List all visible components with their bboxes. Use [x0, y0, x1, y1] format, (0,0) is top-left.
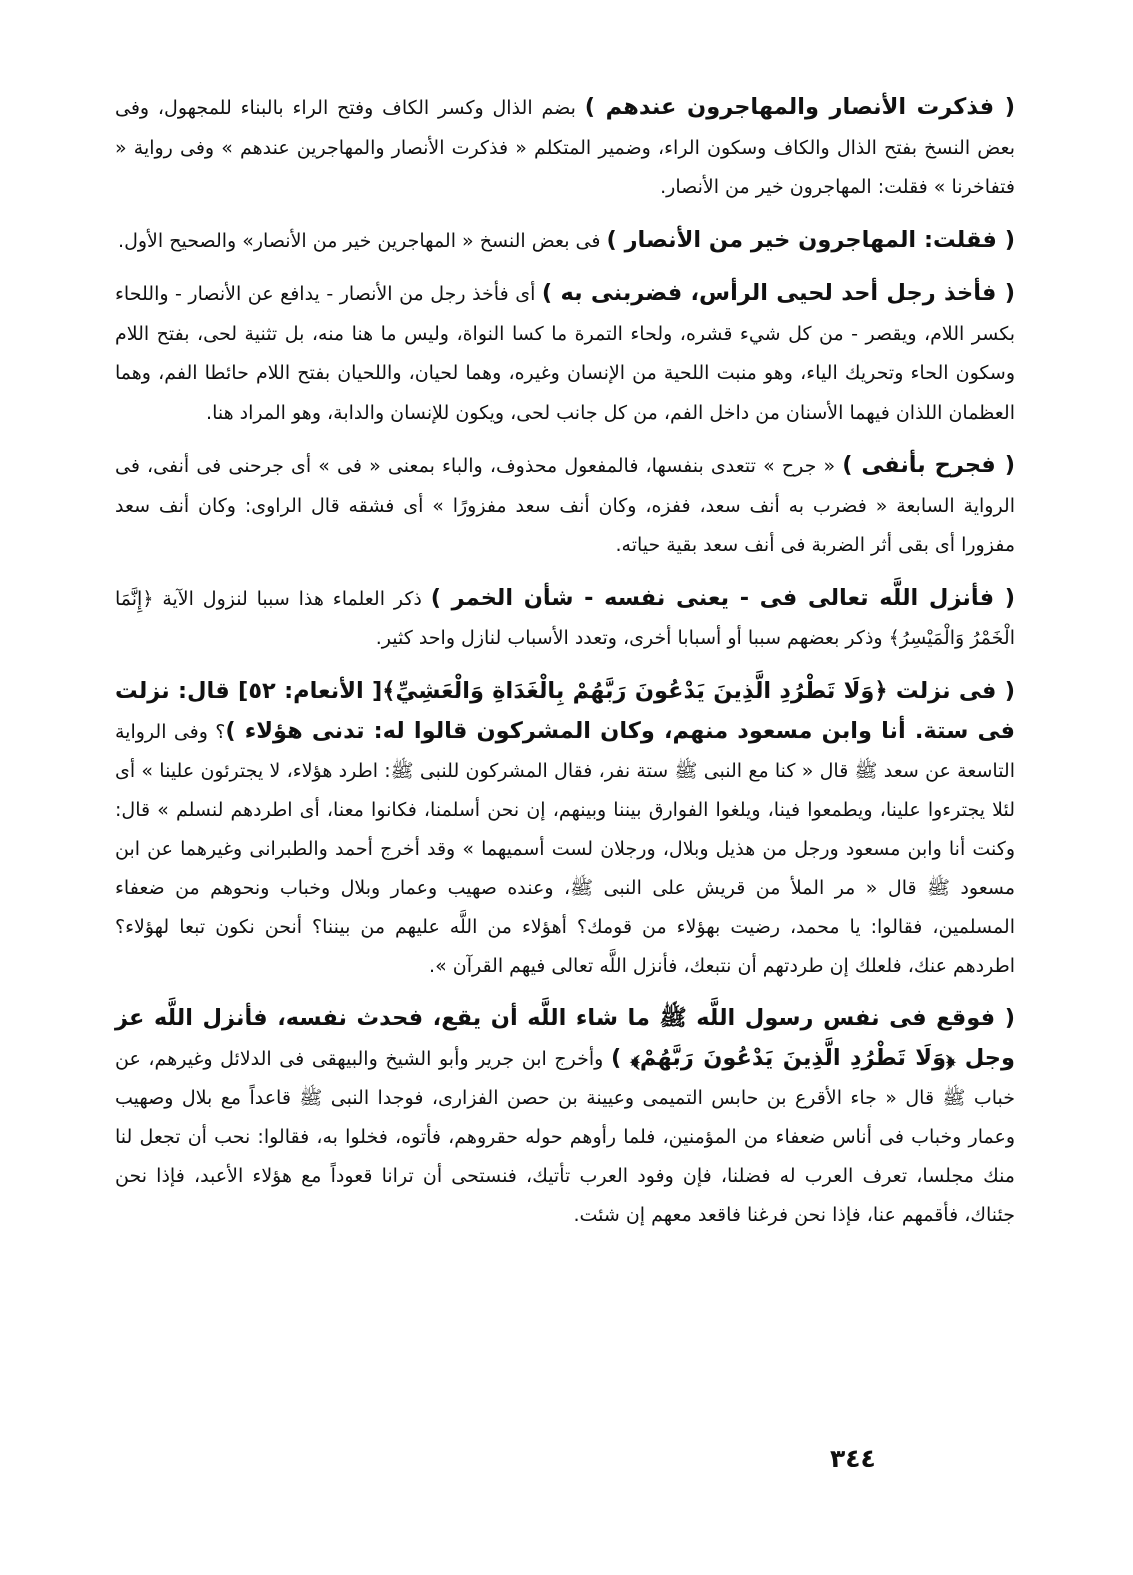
paragraph-heading: ( فوقع فى نفس رسول اللَّه ﷺ ما شاء اللَّه أن يقع، فحدث نفسه، فأنزل اللَّه عز وجل ﴿وَلَا تَطْرُدِ الَّذِينَ يَدْعُونَ رَبَّهُمْ﴾ ): [115, 1004, 1015, 1071]
paragraph-text: فى بعض النسخ « المهاجرين خير من الأنصار» والصحيح الأول.: [118, 229, 607, 252]
paragraph-fawaqaa: [115, 999, 1015, 1235]
paragraph-heading: ( فأخذ رجل أحد لحيى الرأس، فضربنى به ): [541, 280, 1015, 306]
page-body: [115, 88, 1015, 1248]
paragraph-text: ذكر العلماء هذا سببا لنزول الآية ﴿إِنَّمَا الْخَمْرُ وَالْمَيْسِرُ﴾ وذكر بعضهم سببا أو أسبابا أخرى، وتعدد الأسباب لنازل واحد كثير.: [115, 587, 1015, 649]
paragraph-dhukirat: [115, 88, 1015, 208]
paragraph-heading: ( فى نزلت ﴿وَلَا تَطْرُدِ الَّذِينَ يَدْعُونَ رَبَّهُمْ بِالْغَدَاةِ وَالْعَشِيِّ﴾[ الأنعام: ٥٢] قال: نزلت فى ستة. أنا وابن مسعود منهم، وكان المشركون قالوا له: تدنى هؤلاء ): [115, 677, 1015, 744]
paragraph-text: « جرح » تتعدى بنفسها، فالمفعول محذوف، والباء بمعنى « فى » أى جرحنى فى أنفى، فى الرواية السابعة « فضرب به أنف سعد، ففزه، وكان أنف سعد مفزورًا » أى فشقه قال الراوى: وكان أنف سعد مفزورا أى بقى أثر الضربة فى أنف سعد بقية حياته.: [115, 455, 1015, 556]
paragraph-heading: ( فأنزل اللَّه تعالى فى - يعنى نفسه - شأن الخمر ): [430, 584, 1015, 611]
paragraph-faanzala-khamr: [115, 579, 1015, 659]
paragraph-text: ؟ وفى الرواية التاسعة عن سعد ﷺ قال « كنا مع النبى ﷺ ستة نفر، فقال المشركون للنبى ﷺ: اطرد هؤلاء، لا يجترئون علينا » أى لئلا يجترءوا علينا، ويطمعوا فينا، ويلغوا الفوارق بيننا وبينهم، إن نحن أسلمنا، فكانوا معنا، أى اطردهم لنسلم » قال: وكنت أنا وابن مسعود ورجل من هذيل وبلال، ورجلان لست أسميهما » وقد أخرج أحمد والطبرانى وغيرهما عن ابن مسعود ﷺ قال « مر الملأ من قريش على النبى ﷺ، وعنده صهيب وعمار وبلال وخباب ونحوهم من ضعفاء المسلمين، فقالوا: يا محمد، رضيت بهؤلاء من قومك؟ أهؤلاء من اللَّه عليهم من بيننا؟ أنحن نكون تبعا لهؤلاء؟ اطردهم عنك، فلعلك إن طردتهم أن نتبعك، فأنزل اللَّه تعالى فيهم القرآن ».: [115, 720, 1015, 977]
paragraph-heading: ( فجرح بأنفى ): [842, 452, 1015, 478]
paragraph-text: بضم الذال وكسر الكاف وفتح الراء بالبناء للمجهول، وفى بعض النسخ بفتح الذال والكاف وسكون الراء، وضمير المتكلم « فذكرت الأنصار والمهاجرين عندهم » وفى رواية « فتفاخرنا » فقلت: المهاجرون خير من الأنصار.: [115, 97, 1015, 198]
paragraph-text: أى فأخذ رجل من الأنصار - يدافع عن الأنصار - واللحاء بكسر اللام، ويقصر - من كل شيء قشره، ولحاء التمرة ما كسا النواة، وليس ما هنا منه، بل تثنية لحى، بفتح اللام وسكون الحاء وتحريك الياء، وهو منبت اللحية من الإنسان وغيره، وهما لحيان، واللحيان بفتح اللام حائطا الفم، وهما العظمان اللذان فيهما الأسنان من داخل الفم، من كل جانب لحى، ويكون للإنسان والدابة، وهو المراد هنا.: [115, 283, 1015, 424]
paragraph-text: وأخرج ابن جرير وأبو الشيخ والبيهقى فى الدلائل وغيرهم، عن خباب ﷺ قال « جاء الأقرع بن حابس التميمى وعيينة بن حصن الفزارى، فوجدا النبى ﷺ قاعداً مع بلال وصهيب وعمار وخباب فى أناس ضعفاء من المؤمنين، فلما رأوهم حوله حقروهم، فأتوه، فخلوا به، فقالوا: نحب أن تجعل لنا منك مجلسا، تعرف العرب له فضلنا، فإن وفود العرب تأتيك، فنستحى أن ترانا قعوداً مع هؤلاء الأعبد، فإذا نحن جئناك، فأقمهم عنا، فإذا نحن فرغنا فاقعد معهم إن شئت.: [115, 1047, 1015, 1226]
paragraph-faakhadha: [115, 274, 1015, 433]
paragraph-faqult: [115, 221, 1015, 262]
paragraph-fajurih: [115, 446, 1015, 566]
paragraph-fiyya-nazalat: [115, 672, 1015, 986]
page-number: ٣٤٤: [830, 1444, 876, 1473]
paragraph-heading: ( فقلت: المهاجرون خير من الأنصار ): [606, 226, 1015, 253]
paragraph-heading: ( فذكرت الأنصار والمهاجرون عندهم ): [584, 94, 1015, 120]
